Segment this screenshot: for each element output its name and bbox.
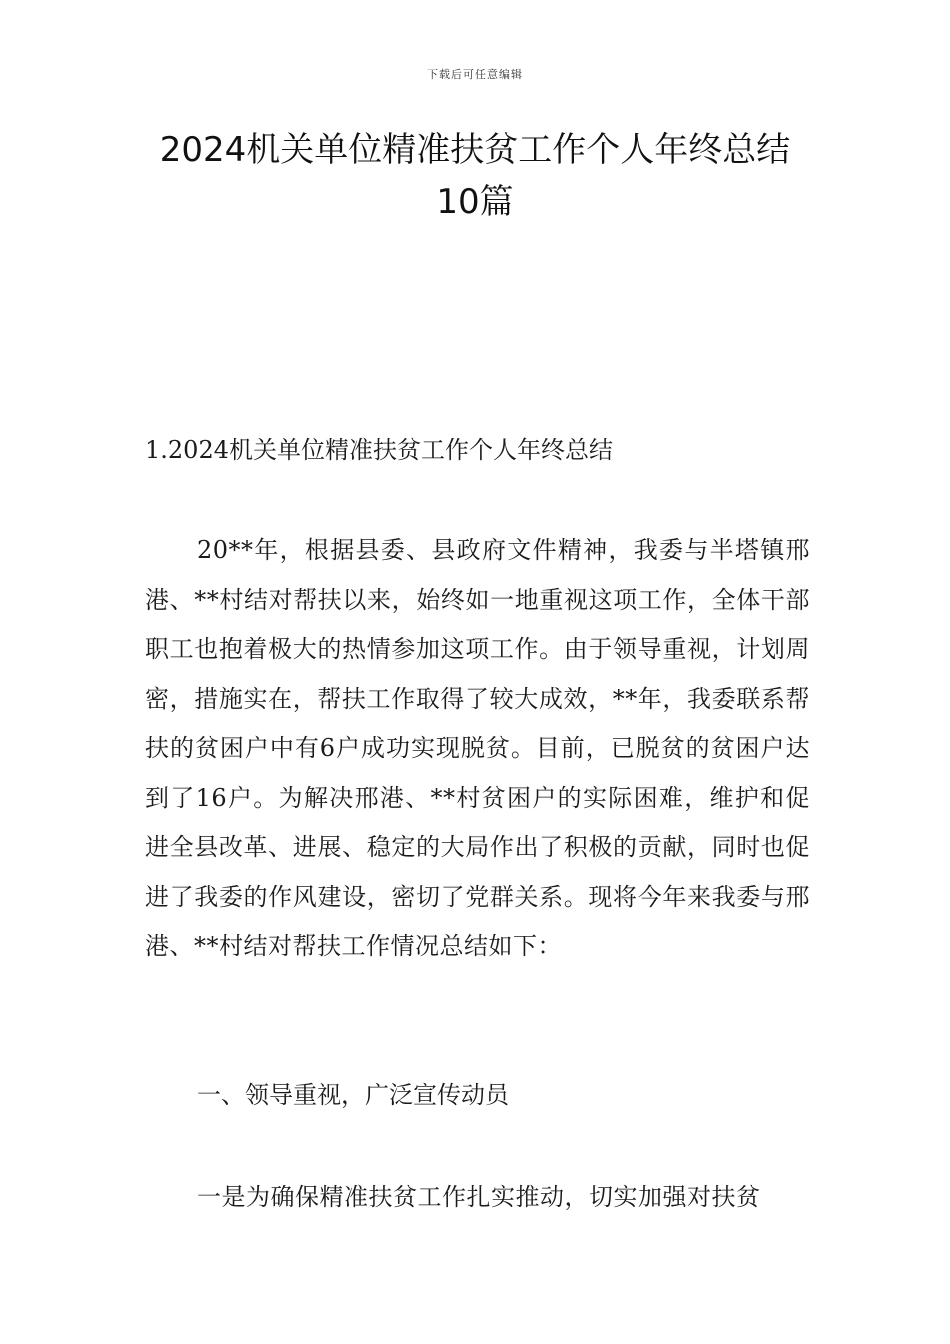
subheading-1: 一、领导重视，广泛宣传动员 — [197, 1081, 509, 1109]
section-heading: 1.2024机关单位精准扶贫工作个人年终总结 — [145, 436, 613, 464]
header-note: 下载后可任意编辑 — [427, 68, 523, 81]
body-paragraph-1: 20**年，根据县委、县政府文件精神，我委与半塔镇邢港、**村结对帮扶以来，始终如一地重视这项工作，全体干部职工也抱着极大的热情参加这项工作。由于领导重视，计划周密，措施实在，帮扶工作取得了较大成效，**年，我委联系帮扶的贫困户中有6户成功实现脱贫。目前，已脱贫的贫困户达到了16户。为解决邢港、**村贫困户的实际困难，维护和促进全县改革、进展、稳定的大局作出了积极的贡献，同时也促进了我委的作风建设，密切了党群关系。现将今年来我委与邢港、**村结对帮扶工作情况总结如下： — [145, 536, 810, 960]
document-title-line-1: 2024机关单位精准扶贫工作个人年终总结 — [159, 130, 791, 170]
body-paragraph-2: 一是为确保精准扶贫工作扎实推动，切实加强对扶贫 — [197, 1183, 761, 1211]
document-title-line-2: 10篇 — [436, 182, 514, 222]
document-title — [120, 124, 830, 228]
